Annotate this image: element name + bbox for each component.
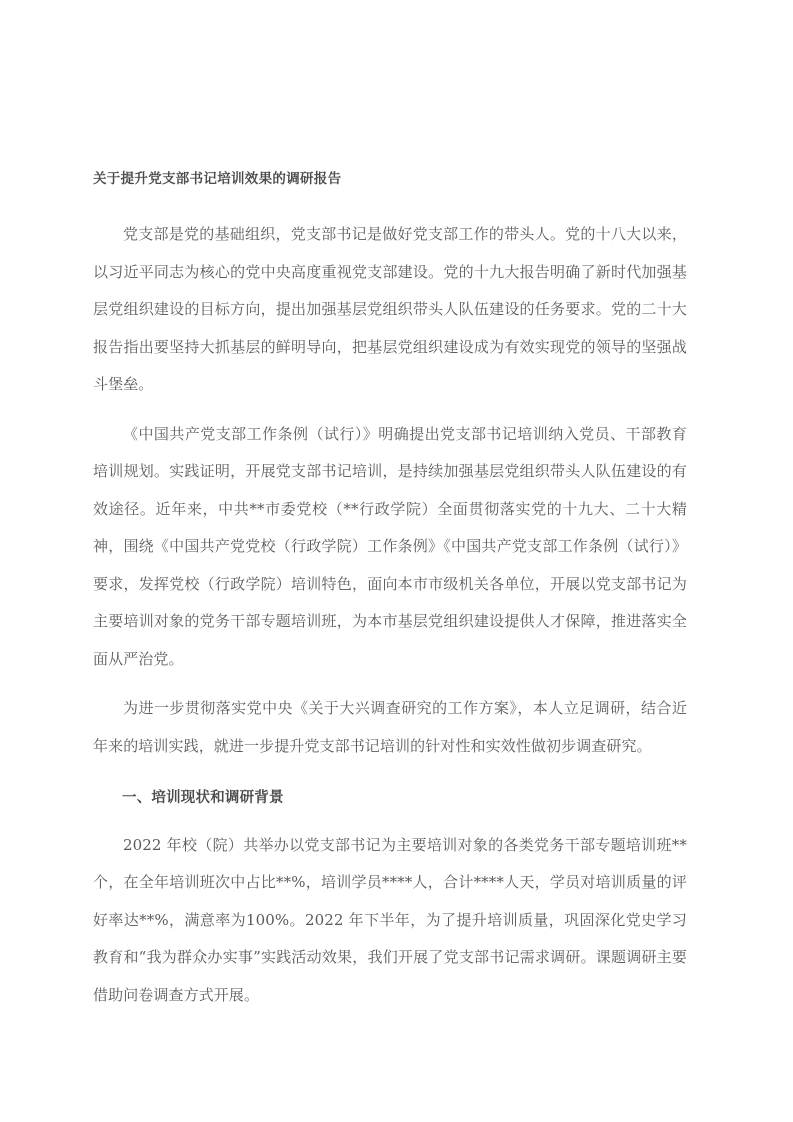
page-title: 关于提升党支部书记培训效果的调研报告 (93, 171, 342, 187)
section-heading-1: 一、培训现状和调研背景 (122, 789, 284, 806)
body-paragraph-2: 《中国共产党支部工作条例（试行）》明确提出党支部书记培训纳入党员、干部教育培训规划。实践证明，开展党支部书记培训，是持续加强基层党组织带头人队伍建设的有效途径。近年来，中共**市委党校（**行政学院）全面贯彻落实党的十九大、二十大精神，围绕《中国共产党党校（行政学院）工作条例》《中国共产党支部工作条例（试行）》要求，发挥党校（行政学院）培训特色，面向本市市级机关各单位，开展以党支部书记为主要培训对象的党务干部专题培训班，为本市基层党组织建设提供人才保障，推进落实全面从严治党。 (93, 424, 687, 668)
body-paragraph-4: 2022 年校（院）共举办以党支部书记为主要培训对象的各类党务干部专题培训班**个，在全年培训班次中占比**%，培训学员****人，合计****人天，学员对培训质量的评好率达**%，满意率为100%。2022 年下半年，为了提升培训质量，巩固深化党史学习教育和“我为群众办实事”实践活动效果，我们开展了党支部书记需求调研。课题调研主要借助问卷调查方式开展。 (93, 835, 687, 1004)
document-content (93, 168, 687, 1014)
body-paragraph-3: 为进一步贯彻落实党中央《关于大兴调查研究的工作方案》，本人立足调研，结合近年来的培训实践，就进一步提升党支部书记培训的针对性和实效性做初步调查研究。 (93, 699, 687, 755)
body-paragraph-1: 党支部是党的基础组织，党支部书记是做好党支部工作的带头人。党的十八大以来，以习近平同志为核心的党中央高度重视党支部建设。党的十九大报告明确了新时代加强基层党组织建设的目标方向，提出加强基层党组织带头人队伍建设的任务要求。党的二十大报告指出要坚持大抓基层的鲜明导向，把基层党组织建设成为有效实现党的领导的坚强战斗堡垒。 (93, 225, 687, 393)
